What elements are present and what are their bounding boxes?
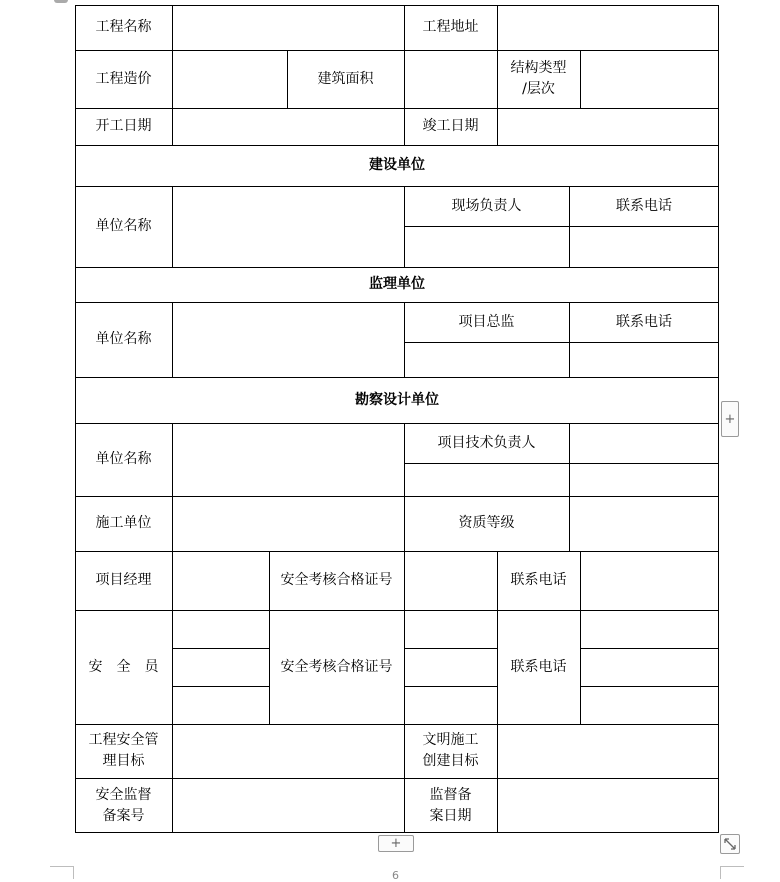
row-divider bbox=[172, 686, 269, 687]
label-record-date-line1: 监督备 bbox=[429, 786, 472, 803]
row-divider bbox=[404, 648, 497, 649]
label-start-date: 开工日期 bbox=[95, 118, 152, 134]
label-project-name: 工程名称 bbox=[95, 19, 152, 35]
label-record-no-line2: 备案号 bbox=[102, 807, 145, 824]
label-safety-target bbox=[75, 724, 172, 778]
col-divider bbox=[172, 186, 173, 267]
col-divider bbox=[580, 551, 581, 724]
label-site-manager: 现场负责人 bbox=[451, 197, 522, 214]
label-project-address: 工程地址 bbox=[422, 19, 479, 35]
col-divider bbox=[569, 423, 570, 551]
row-divider bbox=[404, 226, 719, 227]
label-supervision-record-no bbox=[75, 778, 172, 833]
label-design-unit-name: 单位名称 bbox=[95, 451, 152, 467]
row-divider bbox=[404, 686, 497, 687]
row-divider bbox=[580, 686, 719, 687]
label-construction-phone: 联系电话 bbox=[616, 197, 672, 214]
label-supervision-unit-name: 单位名称 bbox=[95, 331, 152, 347]
label-safety-target-line1: 工程安全管 bbox=[88, 732, 159, 748]
plus-icon: + bbox=[724, 411, 736, 427]
row-divider bbox=[172, 648, 269, 649]
label-structure-type bbox=[497, 50, 580, 108]
label-supervision-phone: 联系电话 bbox=[616, 313, 672, 330]
label-tech-manager: 项目技术负责人 bbox=[437, 434, 536, 451]
label-manager-phone: 联系电话 bbox=[510, 572, 567, 588]
label-manager-safety-cert: 安全考核合格证号 bbox=[280, 572, 393, 588]
label-civil-target-line2: 创建目标 bbox=[422, 753, 479, 769]
col-divider bbox=[172, 302, 173, 377]
page-corner-mark-right bbox=[721, 866, 744, 867]
heading-construction-unit: 建设单位 bbox=[369, 157, 425, 173]
label-safety-officer-cert: 安全考核合格证号 bbox=[280, 658, 393, 675]
label-completion-date: 竣工日期 bbox=[422, 118, 479, 134]
label-safety-target-line2: 理目标 bbox=[102, 753, 145, 769]
add-column-button[interactable] bbox=[721, 401, 739, 437]
label-structure-type-line1: 结构类型 bbox=[510, 60, 567, 76]
table-move-handle[interactable] bbox=[54, 0, 68, 3]
label-construction-unit-name: 单位名称 bbox=[95, 218, 152, 234]
row-divider bbox=[580, 648, 719, 649]
page-corner-mark-left bbox=[73, 866, 74, 879]
row-divider bbox=[404, 342, 719, 343]
heading-design-unit: 勘察设计单位 bbox=[355, 391, 439, 408]
label-building-area: 建筑面积 bbox=[317, 70, 374, 87]
resize-table-button[interactable] bbox=[720, 834, 740, 854]
page-number: 6 bbox=[392, 869, 399, 882]
label-project-manager: 项目经理 bbox=[95, 572, 152, 588]
label-contractor: 施工单位 bbox=[95, 515, 152, 531]
label-project-cost: 工程造价 bbox=[95, 70, 152, 87]
col-divider bbox=[172, 423, 173, 833]
label-qualification-level: 资质等级 bbox=[458, 515, 515, 531]
label-civil-construction-target bbox=[404, 724, 497, 778]
label-safety-officer: 安 全 员 bbox=[88, 658, 159, 675]
label-chief-supervisor: 项目总监 bbox=[458, 313, 515, 330]
label-safety-officer-phone: 联系电话 bbox=[510, 658, 567, 675]
heading-supervision-unit: 监理单位 bbox=[369, 276, 425, 292]
label-structure-type-line2: /层次 bbox=[522, 81, 555, 97]
col-divider bbox=[580, 50, 581, 108]
label-record-no-line1: 安全监督 bbox=[95, 786, 152, 803]
label-supervision-record-date bbox=[404, 778, 497, 833]
label-record-date-line2: 案日期 bbox=[429, 807, 472, 824]
plus-icon: + bbox=[390, 836, 402, 851]
page-corner-mark-left bbox=[50, 866, 73, 867]
col-divider bbox=[172, 5, 173, 145]
label-civil-target-line1: 文明施工 bbox=[422, 732, 479, 748]
resize-icon bbox=[723, 837, 737, 851]
row-divider bbox=[404, 463, 719, 464]
page-corner-mark-right bbox=[720, 866, 721, 879]
add-row-button[interactable] bbox=[378, 835, 414, 852]
